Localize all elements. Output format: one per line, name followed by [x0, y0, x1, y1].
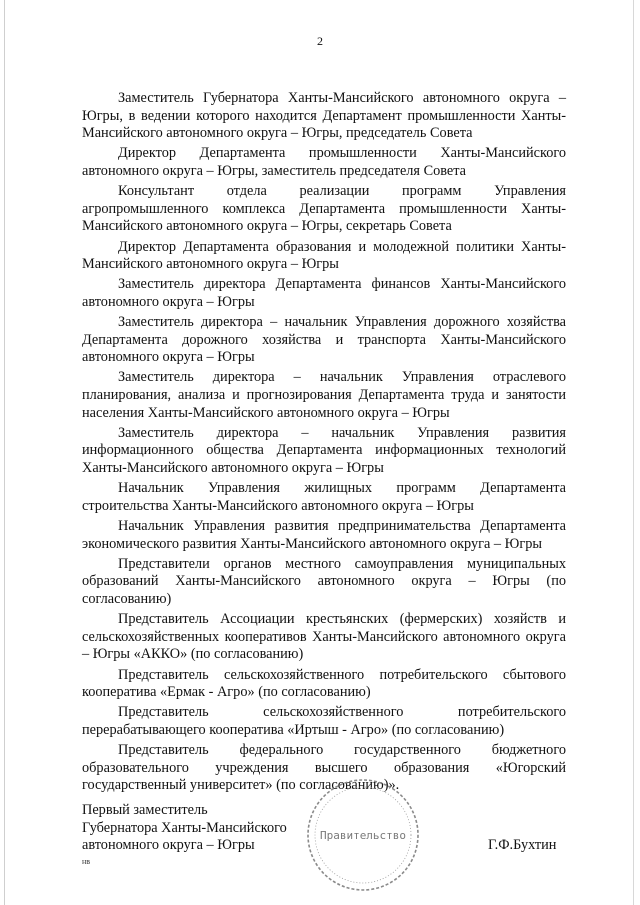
list-item: Начальник Управления развития предпринимательства Департамента экономического развития Ханты-Мансийского автономного округа – Югры	[82, 518, 566, 552]
list-item: Представители органов местного самоуправления муниципальных образований Ханты-Мансийского автономного округа – Югры (по согласованию)	[82, 555, 566, 607]
list-item: Директор Департамента промышленности Ханты-Мансийского автономного округа – Югры, заместитель председателя Совета	[82, 145, 566, 179]
member-list	[82, 90, 566, 797]
list-item: Консультант отдела реализации программ Управления агропромышленного комплекса Департамента промышленности Ханты-Мансийского автономного округа – Югры, секретарь Совета	[82, 183, 566, 235]
list-item: Начальник Управления жилищных программ Департамента строительства Ханты-Мансийского автономного округа – Югры	[82, 480, 566, 514]
list-item: Заместитель директора – начальник Управления дорожного хозяйства Департамента дорожного хозяйства и транспорта Ханты-Мансийского автономного округа – Югры	[82, 314, 566, 366]
signatory-title-line: Первый заместитель	[82, 802, 208, 818]
list-item: Представитель Ассоциации крестьянских (фермерских) хозяйств и сельскохозяйственных кооперативов Ханты-Мансийского автономного округа – Югры «АККО» (по согласованию)	[82, 611, 566, 663]
list-item: Заместитель директора Департамента финансов Ханты-Мансийского автономного округа – Югры	[82, 276, 566, 310]
seal-text: Правительство	[319, 829, 407, 842]
signatory-name: Г.Ф.Бухтин	[488, 837, 557, 853]
scan-edge-left	[4, 0, 5, 905]
list-item: Директор Департамента образования и молодежной политики Ханты-Мансийского автономного округа – Югры	[82, 238, 566, 273]
page-number: 2	[317, 34, 323, 48]
list-item: Заместитель Губернатора Ханты-Мансийского автономного округа – Югры, в ведении которого находится Департамент промышленности Ханты-Мансийского автономного округа – Югры, председатель Совета	[82, 90, 566, 142]
list-item: Представитель сельскохозяйственного потребительского перерабатывающего кооператива «Иртыш - Агро» (по согласованию)	[82, 704, 566, 738]
list-item: Заместитель директора – начальник Управления отраслевого планирования, анализа и прогнозирования Департамента труда и занятости населения Ханты-Мансийского автономного округа – Югры	[82, 369, 566, 421]
scan-edge-right	[633, 0, 634, 905]
official-seal	[304, 776, 422, 894]
signatory-title-line: Губернатора Ханты-Мансийского	[82, 819, 287, 836]
list-item: Заместитель директора – начальник Управления развития информационного общества Департамента информационных технологий Ханты-Мансийского автономного округа – Югры	[82, 424, 566, 477]
list-item: Представитель сельскохозяйственного потребительского сбытового кооператива «Ермак - Агро» (по согласованию)	[82, 666, 566, 701]
signature-block	[82, 802, 287, 855]
list-item: Представитель федерального государственного бюджетного образовательного учреждения высшего образования «Югорский государственный университет» (по согласованию)».	[82, 742, 566, 794]
executor-initials: нв	[82, 857, 91, 866]
signatory-title-line: автономного округа – Югры	[82, 837, 255, 854]
